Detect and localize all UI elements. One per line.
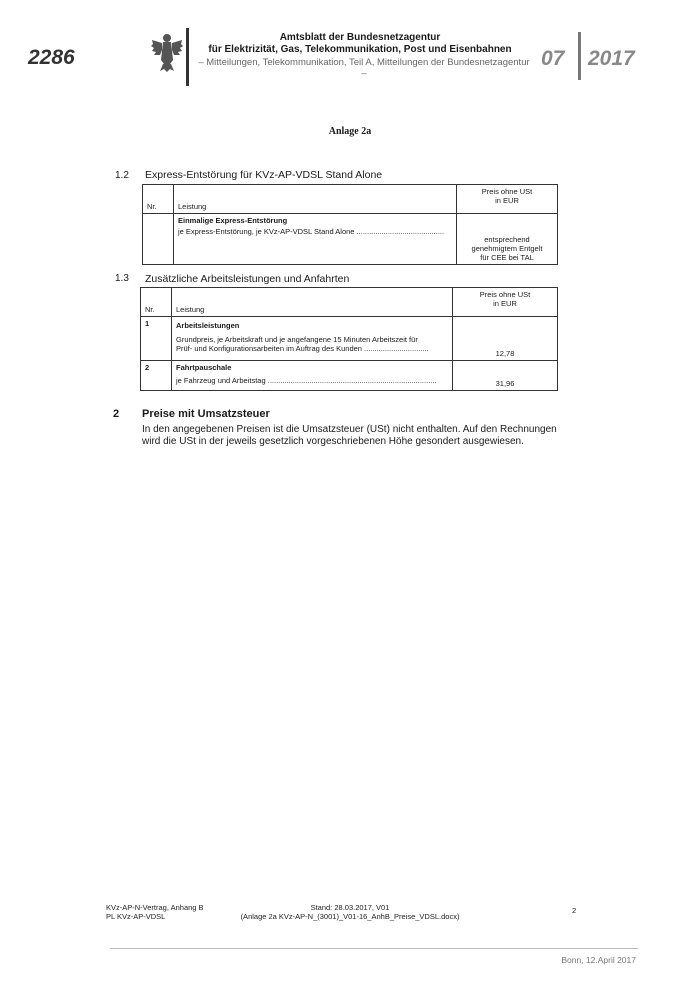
section-1-2-title: Express-Entstörung für KVz-AP-VDSL Stand Alone (145, 169, 383, 181)
col-preis-header (457, 185, 558, 214)
row2-text-content: je Fahrzeug und Arbeitstag (176, 376, 266, 385)
row1-title: Arbeitsleistungen (176, 321, 240, 330)
row-title: Einmalige Express-Entstörung (178, 216, 288, 225)
row1-text-line1: Grundpreis, je Arbeitskraft und je angefangene 15 Minuten Arbeitszeit für (176, 335, 418, 344)
issue-number: 07 (541, 47, 565, 70)
journal-title-line1: Amtsblatt der Bundesnetzagentur (279, 32, 441, 43)
issue-year: 2017 (588, 47, 635, 70)
col-nr-header: Nr. (143, 185, 174, 214)
section-2-text (142, 424, 592, 448)
col-preis-line1: Preis ohne USt (479, 290, 531, 299)
row-price-line2: genehmigtem Entgelt (471, 244, 543, 253)
footer-center-line1: Stand: 28.03.2017, V01 (310, 903, 390, 912)
row-price-line3: für CEE bei TAL (480, 253, 534, 262)
footer-left-line2: PL KVz-AP-VDSL (106, 912, 166, 921)
journal-title-line2: für Elektrizität, Gas, Telekommunikation, Post und Eisenbahnen (208, 44, 512, 55)
federal-eagle-icon (150, 30, 184, 72)
section-1-3-number: 1.3 (115, 273, 129, 284)
journal-title (200, 32, 520, 56)
row2-leistung-cell (172, 361, 453, 391)
footer-page-number: 2 (572, 906, 577, 915)
col-nr-header: Nr. (141, 288, 172, 317)
footer-left-line1: KVz-AP-N-Vertrag, Anhang B (106, 903, 204, 912)
row-text-content: je Express-Entstörung, je KVz-AP-VDSL Stand Alone (178, 227, 355, 236)
journal-subtitle: – Mitteilungen, Telekommunikation, Teil A, Mitteilungen der Bundesnetzagentur – (198, 57, 530, 79)
section-1-3-title: Zusätzliche Arbeitsleistungen und Anfahrten (145, 273, 350, 285)
footer-date: Bonn, 12.April 2017 (561, 955, 636, 965)
page-number: 2286 (28, 46, 75, 69)
row2-text: je Fahrzeug und Arbeitstag ................................................................................. (176, 376, 437, 385)
row1-price: 12,78 (453, 317, 558, 361)
issue-divider (578, 32, 581, 80)
row1-leistung-cell (172, 317, 453, 361)
col-preis-line2: in EUR (495, 196, 519, 205)
footer-center-line2: (Anlage 2a KVz-AP-N_(3001)_V01-16_AnhB_Preise_VDSL.docx) (240, 912, 460, 921)
row-leistung-cell (174, 214, 457, 265)
table-arbeitsleistungen (140, 287, 558, 391)
table-express-entstoerung (142, 184, 558, 265)
row1-nr: 1 (141, 317, 172, 361)
row2-title: Fahrtpauschale (176, 363, 232, 372)
section-1-2-number: 1.2 (115, 170, 129, 181)
section-2-text-line2: wird die USt in der jeweils gesetzlich vorgeschriebenen Höhe gesondert ausgewiesen. (142, 436, 524, 447)
footer-center (220, 903, 480, 921)
section-2-text-line1: In den angegebenen Preisen ist die Umsatzsteuer (USt) nicht enthalten. Auf den Rechnungen (142, 424, 557, 435)
col-leistung-header: Leistung (172, 288, 453, 317)
col-preis-header (453, 288, 558, 317)
footer-divider (110, 948, 638, 949)
col-preis-line1: Preis ohne USt (481, 187, 533, 196)
row1-text-line2: Prüf- und Konfigurationsarbeiten im Auftrag des Kunden ............................... (176, 344, 429, 353)
row1-text-line2-content: Prüf- und Konfigurationsarbeiten im Auftrag des Kunden (176, 344, 362, 353)
footer-left (106, 903, 204, 921)
header-divider (186, 28, 189, 86)
row2-nr: 2 (141, 361, 172, 391)
col-leistung-header: Leistung (174, 185, 457, 214)
row-price-cell (457, 214, 558, 265)
anlage-heading: Anlage 2a (328, 126, 372, 137)
row-text: je Express-Entstörung, je KVz-AP-VDSL Stand Alone .......................................... (178, 227, 445, 236)
section-2-title: Preise mit Umsatzsteuer (142, 408, 270, 420)
col-preis-line2: in EUR (493, 299, 517, 308)
row2-price: 31,96 (453, 361, 558, 391)
row-nr-cell (143, 214, 174, 265)
row-price-line1: entsprechend (484, 235, 530, 244)
section-2-number: 2 (113, 408, 120, 420)
